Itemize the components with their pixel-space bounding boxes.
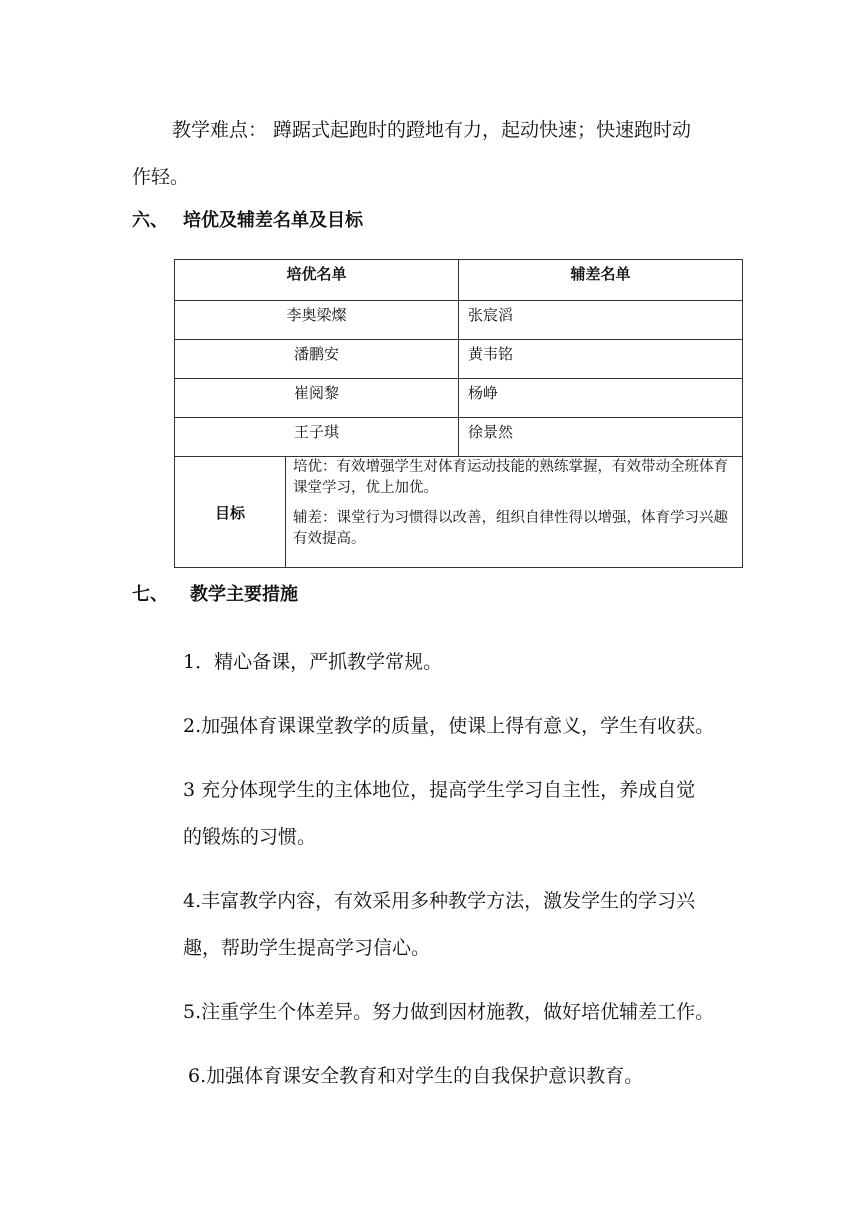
table-row xyxy=(175,418,743,457)
section-6-title: 培优及辅差名单及目标 xyxy=(183,210,363,231)
difficulty-line-1: 教学难点： 蹲踞式起跑时的蹬地有力，起动快速；快速跑时动 xyxy=(172,119,692,141)
measure-5: 5.注重学生个体差异。努力做到因材施教，做好培优辅差工作。 xyxy=(183,1001,715,1023)
peiyou-student: 潘鹏安 xyxy=(175,340,459,379)
measure-3-line-1: 3 充分体现学生的主体地位，提高学生学习自主性，养成自觉 xyxy=(183,779,696,801)
measure-2: 2.加强体育课课堂教学的质量，使课上得有意义，学生有收获。 xyxy=(183,715,715,737)
goal-fucha: 辅差：课堂行为习惯得以改善，组织自律性得以增强，体育学习兴趣有效提高。 xyxy=(293,510,728,547)
peiyou-student: 王子琪 xyxy=(175,418,459,457)
fucha-student: 杨峥 xyxy=(459,379,743,418)
goal-content xyxy=(286,457,743,568)
table-row xyxy=(175,301,743,340)
peiyou-student: 崔阅黎 xyxy=(175,379,459,418)
measure-4-line-1: 4.丰富教学内容，有效采用多种教学方法，激发学生的学习兴 xyxy=(183,890,696,912)
fucha-student: 张宸滔 xyxy=(459,301,743,340)
measure-3-line-2: 的锻炼的习惯。 xyxy=(183,826,317,848)
section-7-title: 教学主要措施 xyxy=(190,584,298,605)
section-6-number: 六、 xyxy=(132,210,168,231)
goal-label: 目标 xyxy=(175,457,286,568)
fucha-student: 徐景然 xyxy=(459,418,743,457)
table-row xyxy=(175,379,743,418)
section-7-number: 七、 xyxy=(132,584,168,605)
measure-6: 6.加强体育课安全教育和对学生的自我保护意识教育。 xyxy=(188,1065,644,1087)
header-peiyou: 培优名单 xyxy=(175,260,459,301)
difficulty-line-2: 作轻。 xyxy=(132,166,190,188)
table-row xyxy=(175,340,743,379)
goal-peiyou: 培优：有效增强学生对体育运动技能的熟练掌握，有效带动全班体育课堂学习，优上加优。 xyxy=(293,459,728,496)
fucha-student: 黄韦铭 xyxy=(459,340,743,379)
header-fucha: 辅差名单 xyxy=(459,260,743,301)
peiyou-student: 李奥梁燦 xyxy=(175,301,459,340)
measure-1: 1．精心备课，严抓教学常规。 xyxy=(183,651,443,673)
measure-4-line-2: 趣，帮助学生提高学习信心。 xyxy=(183,937,431,959)
student-list-table xyxy=(174,259,743,568)
